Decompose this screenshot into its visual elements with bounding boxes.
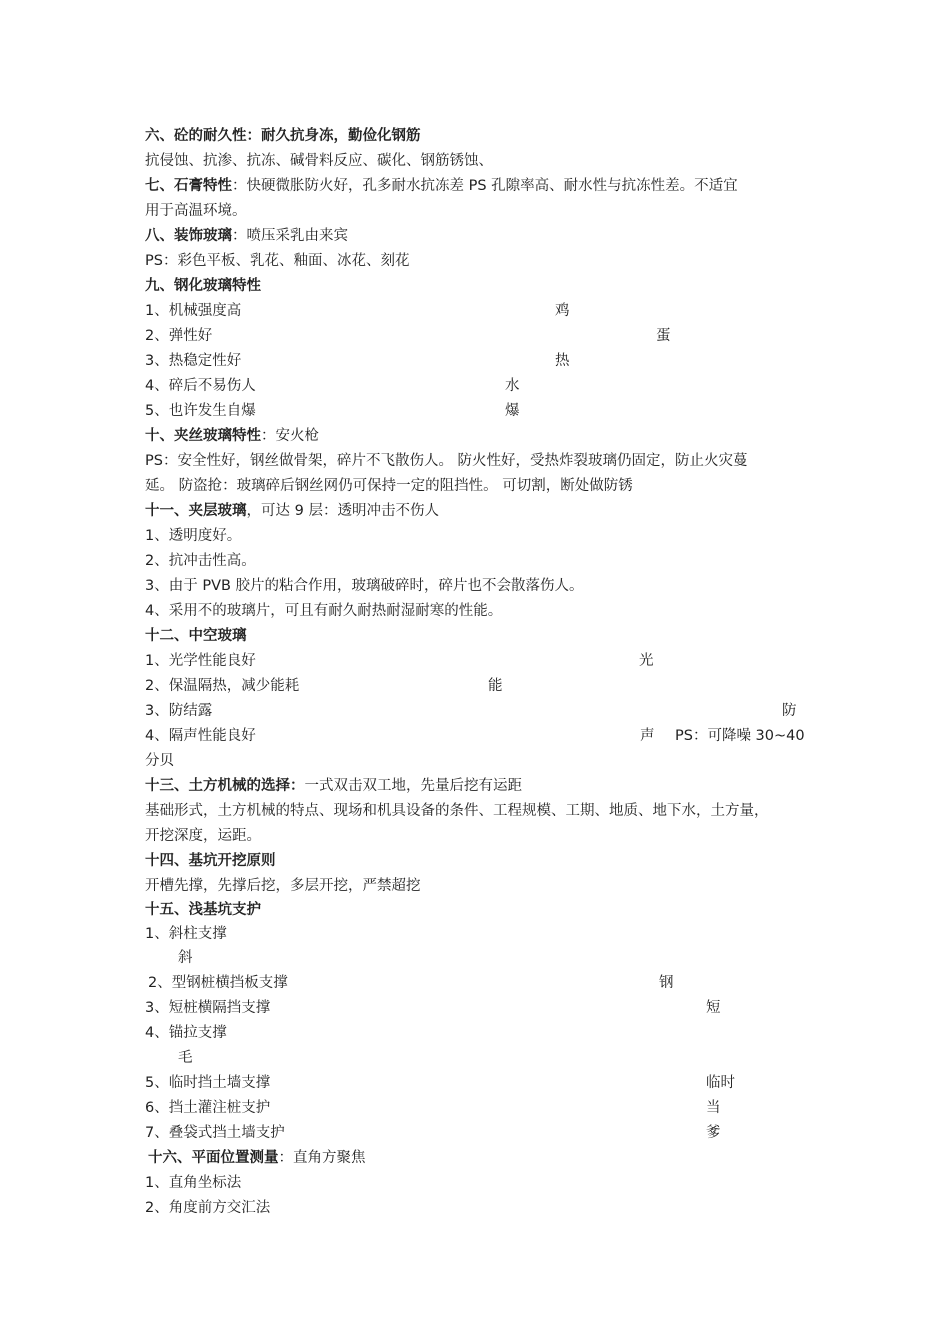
list-item: 2、抗冲击性高。 xyxy=(145,553,256,569)
mnemonic-char: 毛 xyxy=(178,1050,193,1066)
mnemonic-char: 斜 xyxy=(178,950,193,966)
mnemonic-char: 爹 xyxy=(706,1125,721,1141)
section-12-heading: 十二、中空玻璃 xyxy=(145,628,247,644)
section-6-heading: 六、砼的耐久性：耐久抗身冻，勤俭化钢筋 xyxy=(145,128,421,144)
section-9-heading: 九、钢化玻璃特性 xyxy=(145,278,261,294)
section-13-heading: 十三、土方机械的选择：一式双击双工地，先量后挖有运距 xyxy=(145,778,522,794)
section-13-body: 基础形式，土方机械的特点、现场和机具设备的条件、工程规模、工期、地质、地下水，土方量， xyxy=(145,803,769,819)
section-8-ps: PS：彩色平板、乳花、釉面、冰花、刻花 xyxy=(145,253,410,269)
list-item: 5、也许发生自爆 爆 xyxy=(145,399,825,424)
mnemonic-char: 声 xyxy=(640,728,655,744)
mnemonic-char: 钢 xyxy=(659,975,674,991)
section-8-heading: 八、装饰玻璃：喷压采乳由来宾 xyxy=(145,228,348,244)
section-7-body: 用于高温环境。 xyxy=(145,203,247,219)
section-14-body: 开槽先撑，先撑后挖，多层开挖，严禁超挖 xyxy=(145,878,421,894)
section-13-body-cont: 开挖深度，运距。 xyxy=(145,828,261,844)
section-10-ps: PS：安全性好，钢丝做骨架，碎片不飞散伤人。 防火性好，受热炸裂玻璃仍固定，防止火灾蔓 xyxy=(145,453,748,469)
list-item: 3、热稳定性好 热 xyxy=(145,349,825,374)
list-item: 4、碎后不易伤人 水 xyxy=(145,374,825,399)
section-15-heading: 十五、浅基坑支护 xyxy=(145,902,261,918)
mnemonic-char: 当 xyxy=(706,1100,721,1116)
mnemonic-char: 光 xyxy=(639,653,654,669)
list-item: 7、叠袋式挡土墙支护 爹 xyxy=(145,1121,825,1146)
mnemonic-char: 鸡 xyxy=(555,303,570,319)
mnemonic-char: 短 xyxy=(706,1000,721,1016)
ps-note: PS：可降噪 30~40 xyxy=(675,728,805,744)
list-item: 4、锚拉支撑 xyxy=(145,1025,227,1041)
mnemonic-char: 爆 xyxy=(505,403,520,419)
list-item: 4、采用不的玻璃片，可且有耐久耐热耐湿耐寒的性能。 xyxy=(145,603,503,619)
section-11-heading: 十一、夹层玻璃，可达 9 层：透明冲击不伤人 xyxy=(145,503,439,519)
list-item: 3、短桩横隔挡支撑 短 xyxy=(145,996,825,1021)
list-item: 4、隔声性能良好 声 PS：可降噪 30~40 xyxy=(145,724,825,749)
list-item: 1、机械强度高 鸡 xyxy=(145,299,825,324)
section-16-heading: 十六、平面位置测量：直角方聚焦 xyxy=(148,1150,366,1166)
list-item: 6、挡土灌注桩支护 当 xyxy=(145,1096,825,1121)
mnemonic-char: 能 xyxy=(488,678,503,694)
list-item: 2、角度前方交汇法 xyxy=(145,1200,271,1216)
mnemonic-char: 临时 xyxy=(706,1075,735,1091)
list-item: 5、临时挡土墙支撑 临时 xyxy=(145,1071,825,1096)
list-item: 1、直角坐标法 xyxy=(145,1175,242,1191)
mnemonic-char: 水 xyxy=(505,378,520,394)
section-10-ps-cont: 延。 防盗抢：玻璃碎后钢丝网仍可保持一定的阻挡性。 可切割，断处做防锈 xyxy=(145,478,633,494)
list-item: 2、弹性好 蛋 xyxy=(145,324,825,349)
mnemonic-line xyxy=(145,946,825,971)
list-item: 2、型钢桩横挡板支撑 钢 xyxy=(145,971,825,996)
section-14-heading: 十四、基坑开挖原则 xyxy=(145,853,276,869)
list-item-cont: 分贝 xyxy=(145,753,174,769)
section-6-body: 抗侵蚀、抗渗、抗冻、碱骨料反应、碳化、钢筋锈蚀、 xyxy=(145,153,493,169)
section-7-heading: 七、石膏特性：快硬微胀防火好，孔多耐水抗冻差 PS 孔隙率高、耐水性与抗冻性差。不适宜 xyxy=(145,178,738,194)
mnemonic-char: 防 xyxy=(782,703,797,719)
mnemonic-char: 热 xyxy=(555,353,570,369)
list-item: 2、保温隔热，减少能耗 能 xyxy=(145,674,825,699)
list-item: 3、防结露 防 xyxy=(145,699,825,724)
list-item: 1、光学性能良好 光 xyxy=(145,649,825,674)
list-item: 1、斜柱支撑 xyxy=(145,926,227,942)
mnemonic-char: 蛋 xyxy=(656,328,671,344)
list-item: 3、由于 PVB 胶片的粘合作用，玻璃破碎时，碎片也不会散落伤人。 xyxy=(145,578,584,594)
mnemonic-line xyxy=(145,1046,825,1071)
section-10-heading: 十、夹丝玻璃特性：安火枪 xyxy=(145,428,319,444)
list-item: 1、透明度好。 xyxy=(145,528,242,544)
